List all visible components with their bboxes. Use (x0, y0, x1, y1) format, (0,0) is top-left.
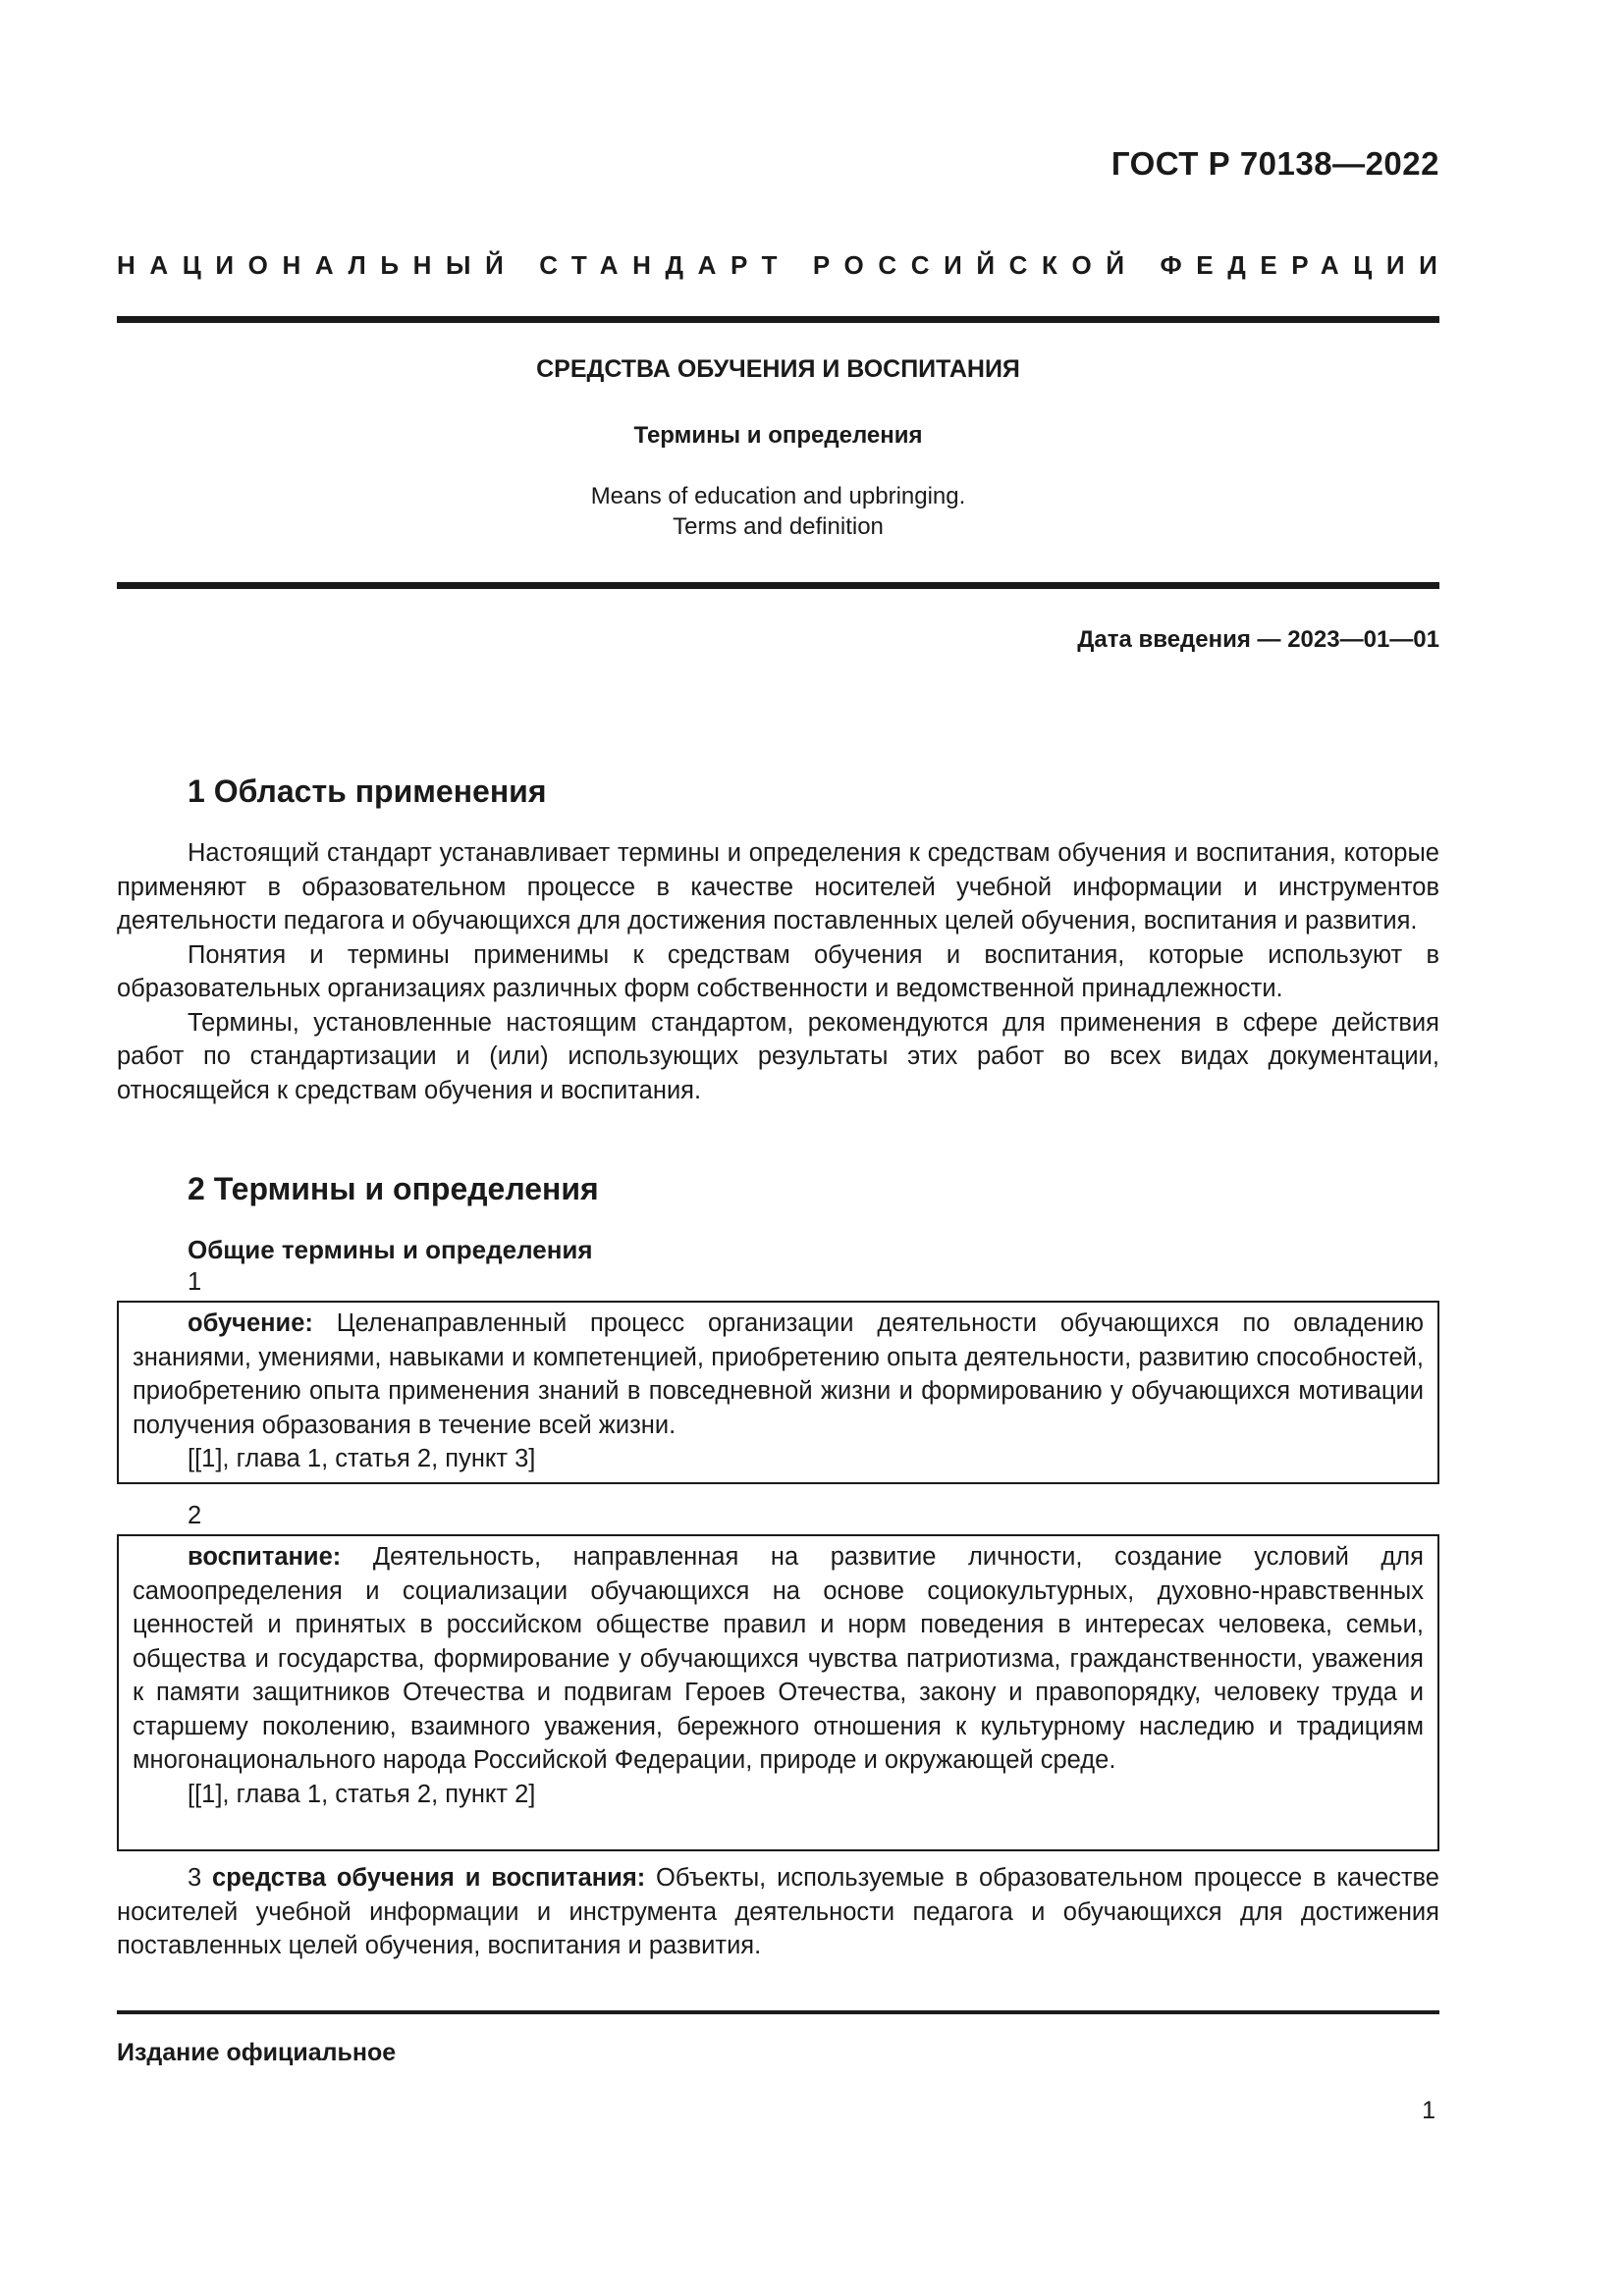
section-2-heading: 2 Термины и определения (188, 1171, 599, 1206)
section-1-body (117, 836, 1439, 1107)
title-rule (117, 582, 1439, 589)
term-2-definition: Деятельность, направленная на развитие личности, создание условий для самоопределения и социализации обучающихся на основе социокультурных, духовно-нравственных ценностей и принятых в российском обществе правил и норм поведения в интересах человека, семьи, общества и государства, формирование у обучающихся чувства патриотизма, гражданственности, уважения к памяти защитников Отечества и подвигам Героев Отечества, закону и правопорядку, человеку труда и старшему поколению, взаимного уважения, бережного отношения к культурному наследию и традициям многонационального народа Российской Федерации, природе и окружающей среде. (133, 1543, 1424, 1774)
term-2-source: [[1], глава 1, статья 2, пункт 2] (188, 1780, 536, 1808)
document-title: СРЕДСТВА ОБУЧЕНИЯ И ВОСПИТАНИЯ (536, 355, 1020, 383)
english-title-line-2: Terms and definition (673, 513, 884, 540)
term-2-text (133, 1540, 1424, 1778)
introduction-date: Дата введения — 2023—01—01 (1077, 626, 1439, 653)
term-3-paragraph (117, 1861, 1439, 1963)
term-1-number: 1 (188, 1268, 202, 1296)
official-edition-label: Издание официальное (117, 2039, 397, 2066)
term-1-source: [[1], глава 1, статья 2, пункт 3] (188, 1445, 536, 1472)
term-2-box (117, 1534, 1439, 1851)
english-title-line-1: Means of education and upbringing. (590, 483, 966, 509)
term-1-text (133, 1307, 1424, 1442)
section-1-heading: 1 Область применения (188, 774, 547, 809)
header-rule (117, 316, 1439, 323)
term-2-word: воспитание: (188, 1543, 342, 1571)
term-1-definition: Целенаправленный процесс организации деятельности обучающихся по овладению знаниями, умениями, навыками и компетенцией, приобретению опыта деятельности, развитию способностей, приобретению опыта применения знаний в повседневной жизни и формированию у обучающихся мотивации получения образования в течение всей жизни. (133, 1309, 1424, 1439)
english-title (117, 481, 1439, 542)
page-number: 1 (1422, 2097, 1435, 2124)
standard-number: ГОСТ Р 70138—2022 (1110, 145, 1439, 182)
general-terms-subheading: Общие термины и определения (188, 1235, 593, 1264)
footer-rule (117, 2010, 1439, 2014)
term-1-word: обучение: (188, 1309, 313, 1337)
document-subtitle: Термины и определения (633, 422, 923, 449)
term-1-box (117, 1301, 1439, 1484)
term-3-number: 3 (188, 1864, 202, 1892)
section-1-paragraph: Понятия и термины применимы к средствам обучения и воспитания, которые используют в образовательных организациях различных форм собственности и ведомственной принадлежности. (117, 940, 1439, 1002)
section-1-paragraph: Настоящий стандарт устанавливает термины и определения к средствам обучения и воспитания, которые применяют в образовательном процессе в качестве носителей учебной информации и инструментов деятельности педагога и обучающихся для достижения поставленных целей обучения, воспитания и развития. (117, 839, 1439, 934)
section-1-paragraph: Термины, установленные настоящим стандартом, рекомендуются для применения в сфере действия работ по стандартизации и (или) использующих результаты этих работ во всех видах документации, относящейся к средствам обучения и воспитания. (117, 1008, 1439, 1104)
term-3-definition: Объекты, используемые в образовательном процессе в качестве носителей учебной информации и инструмента деятельности педагога и обучающихся для достижения поставленных целей обучения, воспитания и развития. (117, 1864, 1439, 1959)
term-2-number: 2 (188, 1502, 202, 1529)
term-3-text (117, 1861, 1439, 1963)
term-3-word: средства обучения и воспитания: (212, 1864, 646, 1892)
national-standard-banner: НАЦИОНАЛЬНЫЙ СТАНДАРТ РОССИЙСКОЙ ФЕДЕРАЦИИ (117, 250, 1452, 280)
